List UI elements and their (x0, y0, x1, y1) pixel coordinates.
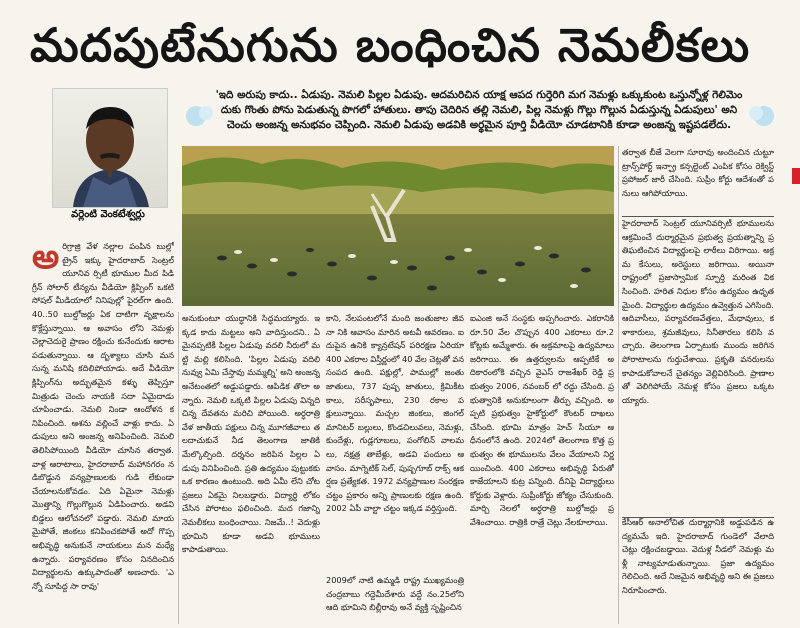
article-column-5-box: హైదరాబాద్ సెంట్రల్ యూనివర్సిటీ భూములను ఆక్రమించే దుర్మార్గమైన ప్రభుత్వ ప్రయత్నాన్ని ప్రతిఘటించిన విద్యార్థులపై లాఠీలు విరిగాయి. అక్రమ కేసులు, అరెస్టులు జరిగాయి. అయినా రాష్ట్రంలో ప్రజాస్వామిక స్ఫూర్తి మరింత వికసించింది. హరిత నిధుల కోసం ఉద్యమం ఉధృతమైంది. విద్యార్థుల ఉద్యమం ఉవ్వెత్తున ఎగిసింది. ఆదివాసీలు, పర్యావరణవేత్తలు, మేధావులు, కళాకారులు, శ్రమజీవులు, సినీతారలు కలిసి వచ్చారు. తెలంగాణ ఏర్పాటుకు ముందు జరిగిన పోరాటాలను గుర్తుచేశాయి. ప్రకృతి వనరులను కాపాడుకోవాలనే చైతన్యం వెల్లివిరిసింది. ప్రాణాలతో వెలిగిపోయే నెమళ్ల కోసం ప్రజలు ఒక్కటయ్యారు. (622, 216, 774, 518)
pull-quote: 'ఇది అరుపు కాదు.. ఏడుపు. నెమలి పిల్లల ఏడుపు. ఆదమరిచిన యాక్ష ఆపద గుర్తెరిగి మగ నెమళ్లు ఒక్కుకుంట ఒస్తున్నోళ్ల గెలిమెం దుకు గొంతు పోను పెడుతున్న పొగలో హాతులు. తాపు చెదిరిన తల్లి నెమలి, పిల్ల నెమళ్లు గొల్లు గొల్లున ఏడుస్తున్న ఏడుపులు' అని చెంచు అంజన్న అనుభవం చెప్పింది. నెమలి ఏడుపు అడవికి అర్థమైన పూర్తి వీడియో చూడటానికి కూడా అంజన్న ఇష్టపడలేదు. (215, 89, 743, 131)
article-column-5-top: తర్వాత బీజే వెలగా సూరావు అందించిన చుట్టూ ట్రాన్స్‌పోర్ట్ ఇన్ఫ్రా కన్సల్టెంట్ ఎంపిక కోసం రెక్విస్ట్ ప్రపోజల్ జారీ చేసింది. సుప్రీం కోర్టు ఆదేశంతో పనులు ఆగిపోయాయి. (622, 147, 774, 198)
quote-bubble-icon (748, 104, 778, 128)
article-column-4: ఐఎంజి అనే సంస్థకు అప్పగించారు. ఎకరానికి రూ.50 వేల చొప్పున 400 ఎకరాలు రూ.2 కోట్లకు అమ్మేశారు. ఈ అక్రమాలపై ఉద్యమాలు జరిగాయి. ఈ ఉత్తర్వులను ఆప్పటికే అదికారంలోకి వచ్చిన వైఎస్ రాజశేఖర్ రెడ్డి ప్రభుత్వం 2006, నవంబర్ లో రద్దు చేసింది. ప్రభుత్వానికి అనుకూలంగా తీర్పు వచ్చింది. అప్పటి ప్రభుత్వం హైకోర్టులో కౌంటర్ దాఖలు చేసింది. భూమి మాత్రం హెచ్ సీయూ ఆధీనంలోనే ఉంది. 2024లో తెలంగాణ కొత్త ప్రభుత్వం ఈ భూములను వేలం వేయాలని నిర్ణయించింది. 400 ఎకరాలు అభివృద్ధి పేరుతో కాజేయాలని కుట్ర పన్నింది. దీనిపై విద్యార్థులు కోర్టుకు వెళ్లారు. సుప్రీంకోర్టు జోక్యం చేసుకుంది. మార్చి నెలలో అర్ధరాత్రి బుల్డోజర్లు ప్రవేశించాయి. రాత్రికి రాత్రే చెట్లు నేలకూలాయి. (470, 313, 614, 527)
column-rule (618, 146, 619, 624)
article-column-3: కాని, నేలపంటలోనే మంది జంతుజాల జీవనా నికి ఆవాసం మారిన అటవీ ఆవరణం. ఐదుపైన ఉనికి క్యాన్రటేషన్ పరిరక్షణ ఏరియా 400 ఎకరాల విస్తీర్ణంలో 40 వేల చెట్లతో వన సంపద ఉంది. పక్షుల్లో, పాముల్లో జంతు జాతులు, 737 పుష్ప జాతులు, క్రిమికీటకాలు, సరీసృపాలు, 230 రకాల పక్షులున్నాయి. మచ్చల జింకలు, జింగల్ మానిటర్ బల్లులు, కొండచిలువలు, నెమళ్లు, కుందేళ్లు, గుడ్లగూబలు, పంగోలిన్ వాలమలు, నక్షత్ర తాబేళ్లు, అడవి పందులు ఆవాసం. మాగ్నెటిక్ సెల్‌, పుష్పగూబ్ రాక్స్ ఆకర్షణ ప్రత్యేకత. 1972 వన్యప్రాణుల సంరక్షణ చట్టం ప్రకారం అన్ని ప్రాణులకు రక్షణ ఉంది. 2002 ఏపీ వాల్టా చట్టం ఇక్కడ వర్తిస్తుంది. (326, 313, 464, 514)
headline: మదపుటేనుగును బంధించిన నెమలీకలు (30, 18, 751, 72)
article-column-5-bottom: కేసీఆర్ అనాలోచిత దుర్మార్గానికి అడ్డుపడిన ఉద్యమమే ఇది. హైదరాబాద్ గుండెలో వేలాది చెట్లు రక్షించబడ్డాయి. వెదుళ్ల నీడలో నెమళ్లు మళ్లీ నాట్యమాడుతున్నాయి. ప్రజా ఉద్యమం గెలిచింది. అదే నిజమైన అభివృద్ధి అని ఈ ప్రజలు నిరూపించారు. (622, 517, 774, 595)
author-photo (52, 88, 168, 208)
article-column-2: అనుకుంటూ యుద్ధానికి సిద్ధమయ్యారు. ఇక్కడ కాదు మట్టలు అని వాదిస్తుందని.. ఏమైనప్పటికీ పిల్లల ఏడుపు వదలి నీరులో మట్టి మల్లి కలిసింది. 'పిల్లల ఏడుపు వదిలి నువ్వు ఏమి చేస్తావు మమ్మల్ని' అని అంజన్న అనేటంతలో అడ్డుపడ్డారు. ఆపిడిక తొలా అన్నారు. నెమలి ఒక్కటి పిల్లల ఏడుపు విన్నది చిన్న దేవతను మరిచి పోయింది. అర్ధరాత్రి వేళ జాతీయ పక్షులు చిన్న మూగజీవాలు తలదాచుకునే నీడ తెలంగాణ జాతికి మేల్కొల్పింది. దర్శనం జరిపిన పిల్లల ఏడుపు వినిపించింది. ప్రతి ఉద్యమం పుట్టుకకు ఒక కారణం ఉంటుంది. అది ఏమీ లేని చోట ప్రజలు ఏకమై నిలబడ్డారు. విద్యార్థి లోకం చేసిన పోరాటం ఫలించింది. మద గజాన్ని నెమలీకలు బంధించాయి. నిజమే..! వెదుళ్లు భూమిని కూడా అడవి భూములు కాపాడుతాయి. (182, 313, 320, 555)
lake-photo (182, 146, 614, 306)
section-marker (792, 168, 800, 184)
byline: వర్లెంటి వెంకటేశ్వర్లు (71, 209, 145, 220)
article-column-1 (32, 240, 174, 624)
column-rule (178, 312, 179, 624)
column-1-text: రిగ్రాజ్రి వేళ నల్లాల పంపిన బుల్లో ట్రైన్‌ ఇక్కు హైదరాబాద్ సెంట్రల్ యూనివ ర్సిటీ భూముల మీద పిడి గ్రీన్ సోలార్ టీన్యను వీడియో క్లిప్పింగ్ ఒకటి సోషల్ మీడియాలో నినిపుల్లో పైరల్‌గా ఉంది. 40..50 బుల్డోజర్లు ఏక దాటిగా వృక్షాలను కొక్లేస్తున్నాయి. ఆ అవాసం లోని నెమళ్లు చెల్లాచెదురై ప్రాణం రక్షించు కునేందుకు ఆరాటపడుతున్నాయి. ఆ దృశ్యాలు చూసి మనసున్న మనిషి కదిలిపోయాడు. అదే వీడియో క్లిప్పింగ్‌ను అద్భుతమైన కళ్ళు తెప్పిస్తూ మిత్రుడు చెంచు నాయకి సదా ఏమైదాడు చూపించాడు. నెమలి నిండా ఆందోళన కనిపించింది. ఆశను వల్లించే వాళ్లు కాదు. ఏడుపులు అని అంజన్న అనిపించింది. నెమలి తెలిసిపోయింది వీడియో చూసిన తర్వాత. వాళ్ల ఆరాటాలు, హైదరాబాద్ మహానగరం నడిబొడ్డున వన్యప్రాణులకు గుడి లేకుండా చేయాలనుకోవడం. ఏది ఏమైనా నెమళ్లు మొత్తాన్ని గొల్లుగొల్లున ఏడిపించారు. అడవి బిడ్డలు ఆలోచనలో పడ్డారు. నెమలి మాయమైపోతే, జింకలు కనిపించకపోతే అదో గొప్ప అభివృద్ధి అనుకునే నాయకులు మన మధ్యే ఉన్నారు. పర్యావరణం కోసం నినదించిన విద్యార్థులను ఉక్కుపాదంతో అణచారు. 'ఎన్నో సూపిద్ద సా రావు' (32, 241, 174, 591)
article-column-3-bottom: 2009లో నాటి ఉమ్మడి రాష్ట్ర ముఖ్యమంత్రి చంద్రబాబు గద్దెమీదేశారు వద్దే నం.25లోని ఆది భూమిని బిల్లీరావు అనే వ్యక్తి సృష్టించిన (326, 575, 464, 613)
drop-cap: అ (32, 240, 60, 277)
